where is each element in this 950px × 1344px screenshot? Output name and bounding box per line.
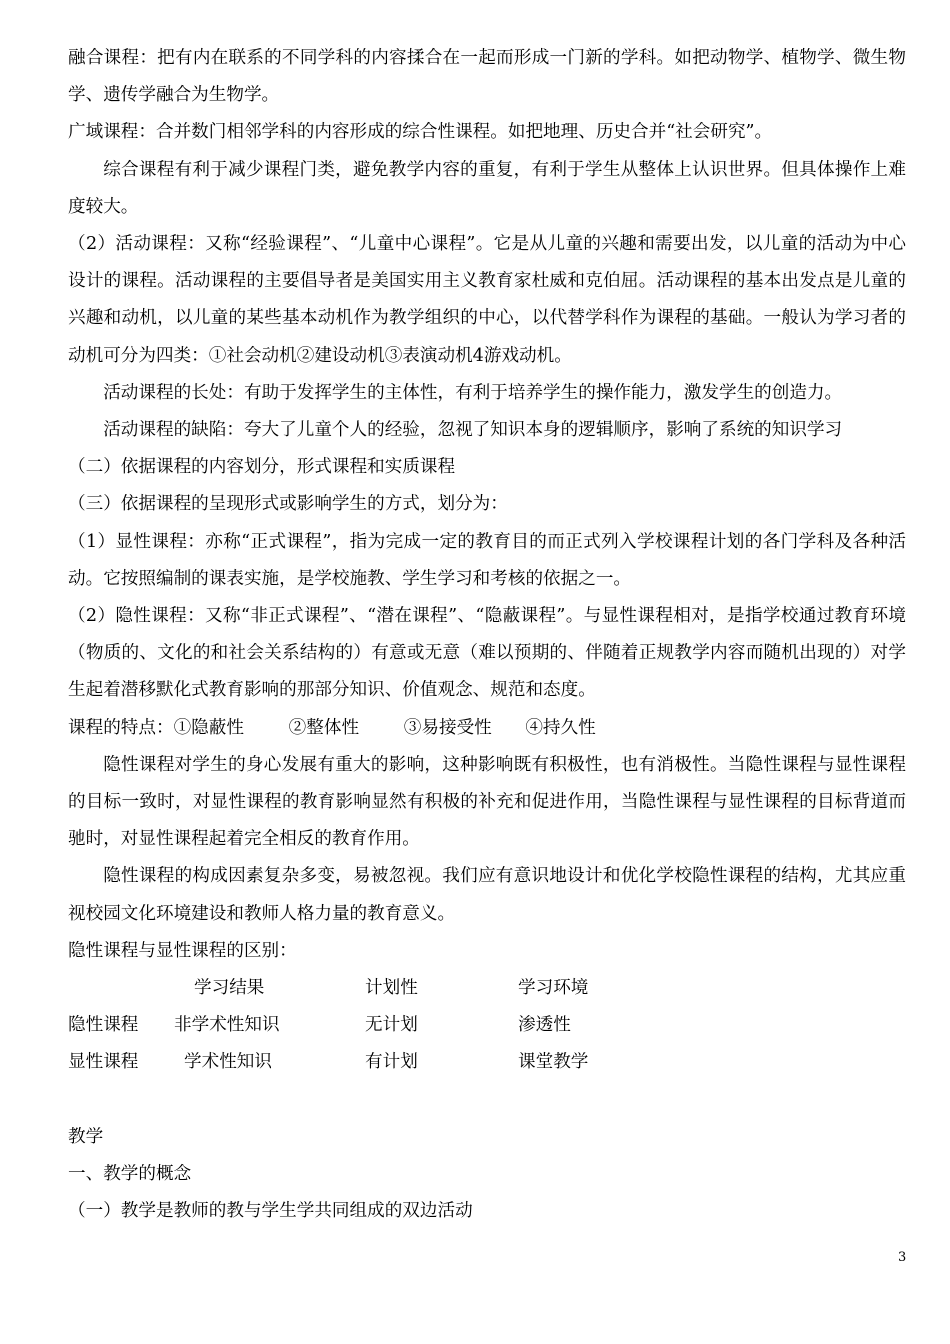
table-cell: 无计划 — [365, 1015, 418, 1036]
paragraph-explicit-curriculum: （1）显性课程：亦称“正式课程”，指为完成一定的教育目的而正式列入学校课程计划的各门学科及各种活动。它按照编制的课表实施，是学校施教、学生学习和考核的依据之一。 — [68, 531, 906, 589]
table-row-label: 显性课程 — [68, 1052, 139, 1073]
paragraph-difference-intro: 隐性课程与显性课程的区别： — [68, 940, 297, 961]
page-number: 3 — [898, 1250, 907, 1265]
table-cell: 课堂教学 — [518, 1052, 589, 1073]
table-row-label: 隐性课程 — [68, 1015, 139, 1036]
table-cell: 有计划 — [365, 1052, 418, 1073]
section-title-teaching: 教学 — [68, 1126, 104, 1147]
paragraph-hidden-impact: 隐性课程对学生的身心发展有重大的影响，这种影响既有积极性，也有消极性。当隐性课程与显性课程的目标一致时，对显性课程的教育影响显然有积极的补充和促进作用，当隐性课程与显性课程的目标背道而驰时，对显性课程起着完全相反的教育作用。 — [68, 754, 906, 850]
paragraph-hidden-curriculum: （2）隐性课程：又称“非正式课程”、“潜在课程”、“隐蔽课程”。与显性课程相对，是指学校通过教育环境（物质的、文化的和社会关系结构的）有意或无意（难以预期的、伴随着正规教学内容而随机出现的）对学生起着潜移默化式教育影响的那部分知识、价值观念、规范和态度。 — [68, 606, 906, 701]
paragraph-fusion-curriculum: 融合课程：把有内在联系的不同学科的内容揉合在一起而形成一门新的学科。如把动物学、植物学、微生物学、遗传学融合为生物学。 — [68, 48, 906, 106]
blank-line — [68, 1082, 906, 1119]
paragraph-broad-field-curriculum: 广域课程：合并数门相邻学科的内容形成的综合性课程。如把地理、历史合并“社会研究”。 — [68, 122, 773, 143]
heading-presentation-division: （三）依据课程的呈现形式或影响学生的方式，划分为： — [68, 494, 508, 515]
table-header-cell: 计划性 — [365, 978, 418, 999]
heading-content-division: （二）依据课程的内容划分，形式课程和实质课程 — [68, 457, 456, 478]
heading-teaching-concept: 一、教学的概念 — [68, 1164, 192, 1185]
paragraph-activity-strengths: 活动课程的长处：有助于发挥学生的主体性，有利于培养学生的操作能力，激发学生的创造力。 — [103, 382, 843, 403]
paragraph-activity-curriculum: （2）活动课程：又称“经验课程”、“儿童中心课程”。它是从儿童的兴趣和需要出发，以儿童的活动为中心设计的课程。活动课程的主要倡导者是美国实用主义教育家杜威和克伯屈。活动课程的基本出发点是儿童的兴趣和动机，以儿童的某些基本动机作为教学组织的中心，以代替学科作为课程的基础。一般认为学习者的动机可分为四类：①社会动机②建设动机③表演动机4游戏动机。 — [68, 234, 906, 366]
table-cell: 渗透性 — [518, 1015, 571, 1036]
document-body — [68, 40, 906, 1230]
paragraph-hidden-factors: 隐性课程的构成因素复杂多变，易被忽视。我们应有意识地设计和优化学校隐性课程的结构，尤其应重视校园文化环境建设和教师人格力量的教育意义。 — [68, 866, 906, 924]
table-header-cell: 学习环境 — [518, 978, 589, 999]
table-row — [68, 1044, 906, 1081]
table-cell: 学术性知识 — [184, 1052, 272, 1073]
table-header-cell: 学习结果 — [194, 978, 265, 999]
paragraph-curriculum-features: 课程的特点：①隐蔽性 ②整体性 ③易接受性 ④持久性 — [68, 717, 596, 738]
heading-teaching-bilateral: （一）教学是教师的教与学生学共同组成的双边活动 — [68, 1201, 473, 1222]
table-header-row — [68, 970, 906, 1007]
paragraph-integrated-curriculum: 综合课程有利于减少课程门类，避免教学内容的重复，有利于学生从整体上认识世界。但具体操作上难度较大。 — [68, 159, 906, 217]
table-cell: 非学术性知识 — [174, 1015, 280, 1036]
paragraph-activity-weaknesses: 活动课程的缺陷：夸大了儿童个人的经验，忽视了知识本身的逻辑顺序，影响了系统的知识学习 — [103, 420, 843, 441]
comparison-table — [68, 970, 906, 1082]
table-row — [68, 1007, 906, 1044]
